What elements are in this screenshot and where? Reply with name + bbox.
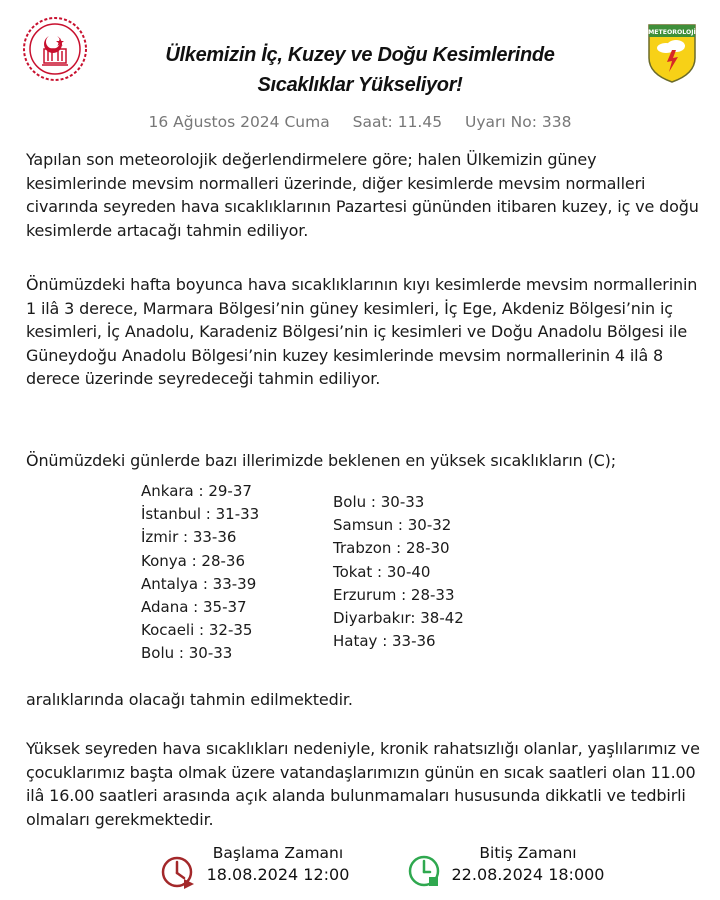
end-time-label: Bitiş Zamanı xyxy=(479,844,577,862)
city-item: Adana : 35-37 xyxy=(141,598,247,617)
city-item: Diyarbakır: 38-42 xyxy=(333,609,464,628)
city-item: Bolu : 30-33 xyxy=(333,493,425,511)
city-item: Trabzon : 28-30 xyxy=(333,539,450,558)
end-time xyxy=(444,842,612,886)
paragraph-city-intro: Önümüzdeki günlerde bazı illerimizde beklenen en yüksek sıcaklıkların (C); xyxy=(26,451,617,470)
city-item: İstanbul : 31-33 xyxy=(141,505,260,524)
meteoroloji-logo xyxy=(646,22,698,84)
clock-green-icon xyxy=(407,854,443,890)
title-line-2: Sıcaklıklar Yükseliyor! xyxy=(257,74,463,96)
city-item: Tokat : 30-40 xyxy=(333,562,431,581)
bulletin-time: Saat: 11.45 xyxy=(352,113,443,131)
city-item: Ankara : 29-37 xyxy=(141,482,252,500)
page-title xyxy=(110,40,610,100)
logo-text: METEOROLOJİ xyxy=(648,29,696,36)
clock-red-icon xyxy=(160,854,196,890)
title-line-1: Ülkemizin İç, Kuzey ve Doğu Kesimlerinde xyxy=(165,44,555,66)
city-item: İzmir : 33-36 xyxy=(141,528,237,547)
city-list-left xyxy=(141,480,259,666)
city-item: Bolu : 30-33 xyxy=(141,644,233,663)
paragraph-weekly-forecast: Önümüzdeki hafta boyunca hava sıcaklıklarının kıyı kesimlerde mevsim normallerinin 1 ilâ 3 derece, Marmara Bölgesi’nin güney kesimleri, İç Ege, Akdeniz Bölgesi’nin iç kesimleri, İç Anadolu, Karadeniz Bölgesi’nin iç kesimleri ve Doğu Anadolu Bölgesi ile Güneydoğu Anadolu Bölgesi’nin kuzey kesimlerinde mevsim normallerinin 4 ilâ 8 derece üzerinde seyredeceği tahmin ediliyor. xyxy=(26,275,698,389)
paragraph-assessment: Yapılan son meteorolojik değerlendirmelere göre; halen Ülkemizin güney kesimlerinde mevsim normalleri üzerinde, diğer kesimlerde mevsim normalleri civarında seyreden hava sıcaklıklarının Pazartesi gününden itibaren kuzey, iç ve doğu kesimlerde artacağı tahmin ediliyor. xyxy=(26,150,699,240)
paragraph-advice: Yüksek seyreden hava sıcaklıkları nedeniyle, kronik rahatsızlığı olanlar, yaşlılarımız ve çocuklarımız başta olmak üzere vatandaşlarımızın günün en sıcak saatleri olan 11.00 ilâ 16.00 saatleri arasında açık alanda bulunmamaları hususunda dikkatli ve tedbirli olmaları gerekmektedir. xyxy=(26,739,700,829)
city-item: Antalya : 33-39 xyxy=(141,574,257,593)
city-item: Samsun : 30-32 xyxy=(333,516,452,535)
city-item: Hatay : 33-36 xyxy=(333,632,436,651)
city-item: Kocaeli : 32-35 xyxy=(141,621,253,640)
warning-number: Uyarı No: 338 xyxy=(465,113,572,131)
city-item: Konya : 28-36 xyxy=(141,551,246,570)
start-time-value: 18.08.2024 12:00 xyxy=(206,865,350,884)
city-item: Erzurum : 28-33 xyxy=(333,585,455,604)
start-time-label: Başlama Zamanı xyxy=(212,844,344,862)
ministry-logo xyxy=(22,16,88,82)
bulletin-meta xyxy=(0,113,720,131)
end-time-value: 22.08.2024 18:000 xyxy=(451,865,605,884)
start-time xyxy=(198,842,358,886)
bulletin-date: 16 Ağustos 2024 Cuma xyxy=(148,113,330,131)
paragraph-range-note: aralıklarında olacağı tahmin edilmektedir. xyxy=(26,690,353,709)
city-list-right xyxy=(333,491,464,653)
